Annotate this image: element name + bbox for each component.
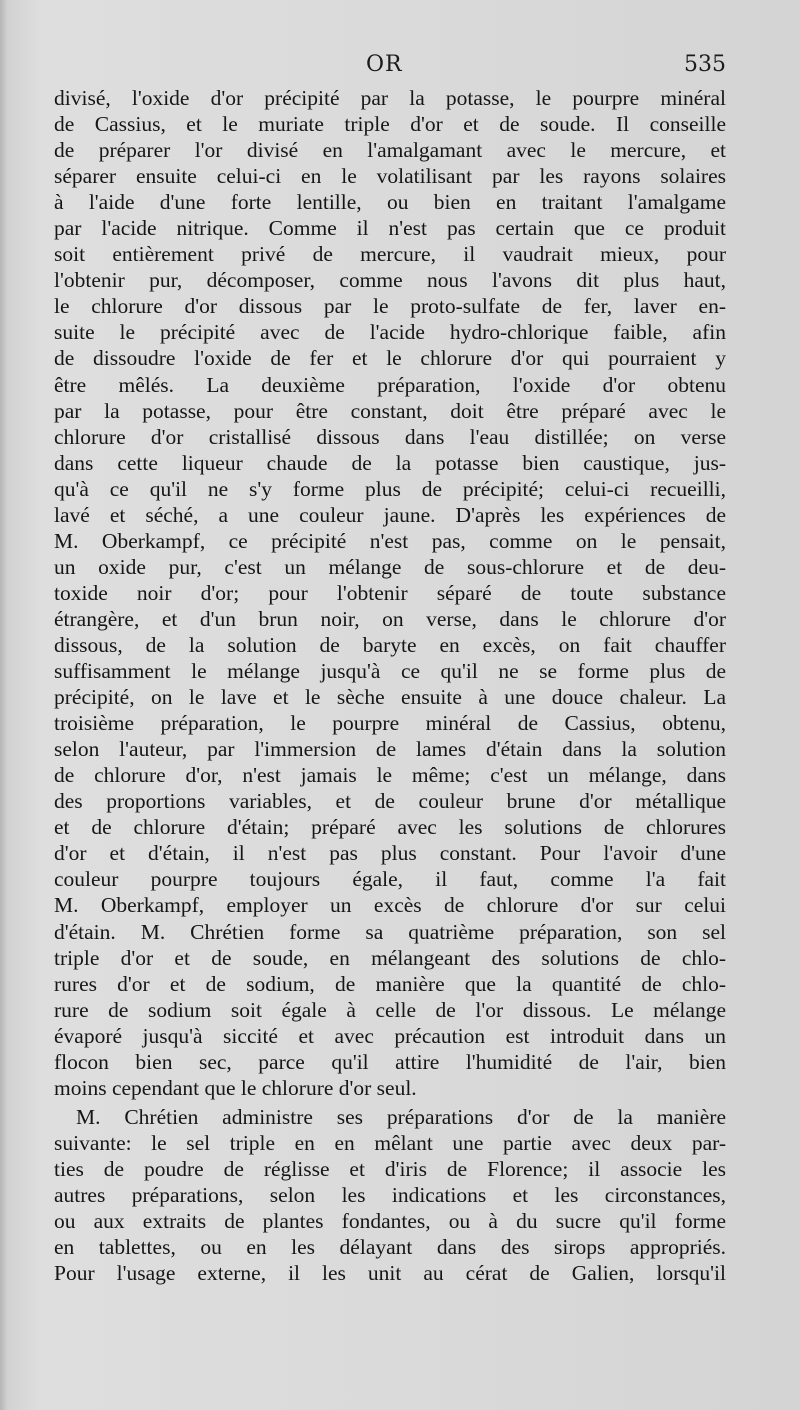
text-line: un oxide pur, c'est un mélange de sous-chlorure et de deu- bbox=[54, 554, 726, 579]
text-line: soit entièrement privé de mercure, il vaudrait mieux, pour bbox=[54, 242, 726, 267]
text-line: M. Chrétien administre ses préparations d'or de la manière bbox=[76, 1104, 726, 1129]
text-line: couleur pourpre toujours égale, il faut, comme l'a fait bbox=[54, 867, 726, 892]
text-line: selon l'auteur, par l'immersion de lames d'étain dans la solution bbox=[54, 737, 726, 762]
text-line: dissous, de la solution de baryte en excès, on fait chauffer bbox=[54, 632, 726, 657]
text-line: d'or et d'étain, il n'est pas plus constant. Pour l'avoir d'une bbox=[54, 841, 726, 866]
text-line: et de chlorure d'étain; préparé avec les solutions de chlorures bbox=[54, 815, 726, 840]
text-line: séparer ensuite celui-ci en le volatilisant par les rayons solaires bbox=[54, 164, 726, 189]
text-line: dans cette liqueur chaude de la potasse bien caustique, jus- bbox=[54, 450, 726, 475]
text-line: à l'aide d'une forte lentille, ou bien en traitant l'amalgame bbox=[54, 190, 726, 215]
paragraph bbox=[54, 1104, 726, 1286]
text-line: par la potasse, pour être constant, doit être préparé avec le bbox=[54, 398, 726, 423]
text-line: évaporé jusqu'à siccité et avec précaution est introduit dans un bbox=[54, 1023, 726, 1048]
page-body bbox=[54, 85, 726, 1286]
text-line: chlorure d'or cristallisé dissous dans l'eau distillée; on verse bbox=[54, 424, 726, 449]
text-line: de dissoudre l'oxide de fer et le chlorure d'or qui pourraient y bbox=[54, 346, 726, 371]
text-line: triple d'or et de soude, en mélangeant des solutions de chlo- bbox=[54, 945, 726, 970]
text-line: de préparer l'or divisé en l'amalgamant avec le mercure, et bbox=[54, 138, 726, 163]
text-line: suivante: le sel triple en en mêlant une partie avec deux par- bbox=[54, 1130, 726, 1155]
text-line: lavé et séché, a une couleur jaune. D'après les expériences de bbox=[54, 502, 726, 527]
text-line: suite le précipité avec de l'acide hydro-chlorique faible, afin bbox=[54, 320, 726, 345]
text-line: des proportions variables, et de couleur brune d'or métallique bbox=[54, 789, 726, 814]
running-title: OR bbox=[366, 52, 403, 77]
text-line: ties de poudre de réglisse et d'iris de Florence; il associe les bbox=[54, 1156, 726, 1181]
text-line: l'obtenir pur, décomposer, comme nous l'avons dit plus haut, bbox=[54, 268, 726, 293]
text-line: en tablettes, ou en les délayant dans des sirops appropriés. bbox=[54, 1235, 726, 1260]
text-line: toxide noir d'or; pour l'obtenir séparé de toute substance bbox=[54, 580, 726, 605]
text-line: troisième préparation, le pourpre minéral de Cassius, obtenu, bbox=[54, 711, 726, 736]
text-line: de Cassius, et le muriate triple d'or et de soude. Il conseille bbox=[54, 112, 726, 137]
text-line: suffisamment le mélange jusqu'à ce qu'il ne se forme plus de bbox=[54, 659, 726, 684]
text-line: M. Oberkampf, employer un excès de chlorure d'or sur celui bbox=[54, 893, 726, 918]
text-line: Pour l'usage externe, il les unit au cérat de Galien, lorsqu'il bbox=[54, 1261, 726, 1286]
text-line: ou aux extraits de plantes fondantes, ou à du sucre qu'il forme bbox=[54, 1209, 726, 1234]
text-line: être mêlés. La deuxième préparation, l'oxide d'or obtenu bbox=[54, 372, 726, 397]
text-line: M. Oberkampf, ce précipité n'est pas, comme on le pensait, bbox=[54, 528, 726, 553]
page-edge-shadow bbox=[0, 0, 8, 1410]
text-line: de chlorure d'or, n'est jamais le même; c'est un mélange, dans bbox=[54, 763, 726, 788]
text-line: rures d'or et de sodium, de manière que la quantité de chlo- bbox=[54, 971, 726, 996]
text-line: divisé, l'oxide d'or précipité par la potasse, le pourpre minéral bbox=[54, 86, 726, 110]
text-line: flocon bien sec, parce qu'il attire l'humidité de l'air, bien bbox=[54, 1049, 726, 1074]
text-line: d'étain. M. Chrétien forme sa quatrième préparation, son sel bbox=[54, 919, 726, 944]
page-header bbox=[54, 52, 726, 86]
text-line: qu'à ce qu'il ne s'y forme plus de précipité; celui-ci recueilli, bbox=[54, 476, 726, 501]
text-line: le chlorure d'or dissous par le proto-sulfate de fer, laver en- bbox=[54, 294, 726, 319]
page-number: 535 bbox=[684, 52, 726, 77]
text-line: moins cependant que le chlorure d'or seul. bbox=[54, 1075, 417, 1100]
paragraph bbox=[54, 85, 726, 1101]
text-line: précipité, on le lave et le sèche ensuite à une douce chaleur. La bbox=[54, 685, 726, 710]
text-line: étrangère, et d'un brun noir, on verse, dans le chlorure d'or bbox=[54, 606, 726, 631]
text-line: par l'acide nitrique. Comme il n'est pas certain que ce produit bbox=[54, 216, 726, 241]
text-line: autres préparations, selon les indications et les circonstances, bbox=[54, 1182, 726, 1207]
text-line: rure de sodium soit égale à celle de l'or dissous. Le mélange bbox=[54, 997, 726, 1022]
